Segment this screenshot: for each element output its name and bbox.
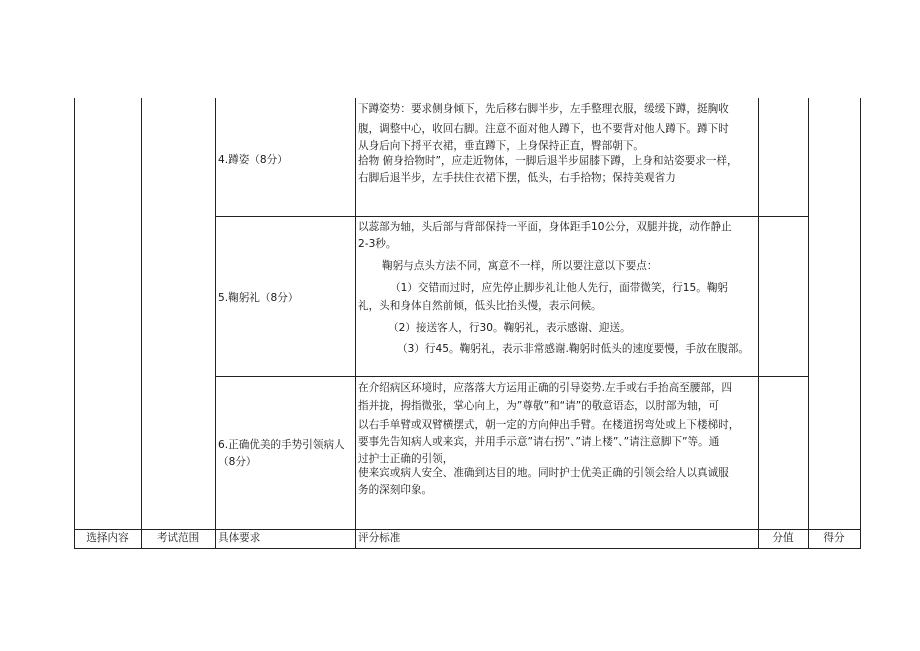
- criteria-line: （2）接送客人，行30。鞠躬礼，表示感谢、迎送。: [388, 322, 631, 334]
- criteria-line: 下蹲姿势：要求侧身倾下，先后移右脚半步，左手整理衣服，缓缓下蹲，挺胸收: [358, 103, 729, 115]
- grid-line: [215, 98, 216, 549]
- grid-line: [808, 98, 809, 549]
- criteria-line: 务的深刻印象。: [358, 484, 433, 496]
- criteria-line: 从身后向下捋平衣裙，垂直蹲下，上身保持正直，臀部朝下。: [358, 140, 645, 152]
- criteria-line: 2-3秒。: [358, 238, 397, 250]
- item-label-guide-score: （8分）: [218, 456, 257, 468]
- criteria-line: 以蕊部为轴，头后部与背部保持一平面，身体距手10公分，双腿并拢，动作静止: [358, 221, 732, 233]
- criteria-line: 拾物 俯身拾物时”，应走近物体，一脚后退半步屈膝下蹲，上身和站姿要求一样，: [358, 155, 738, 167]
- criteria-line: 指并拢，拇指微张，掌心向上，为”尊敬”和“请”的敬意语态，以肘部为轴，可: [358, 400, 719, 412]
- header-select-content: 选择内容: [86, 532, 129, 544]
- criteria-line: 要事先告知病人或来宾，并用手示意”请右拐”、”请上楼”、”请注意脚下”等。通: [358, 436, 720, 448]
- item-label-squat: 4.蹲姿（8分）: [218, 154, 288, 166]
- header-score: 得分: [823, 532, 845, 544]
- criteria-line: 在介绍病区环境时，应落落大方运用正确的引导姿势.左手或右手抬高至腰部，四: [358, 382, 733, 394]
- criteria-line: 使来宾或病人安全、准确到达目的地。同时护士优美正确的引领会给人以真诚服: [358, 467, 729, 479]
- header-points: 分值: [772, 532, 794, 544]
- header-requirements: 具体要求: [218, 532, 261, 544]
- criteria-line: 过护士正确的引领，: [358, 453, 454, 465]
- criteria-line: 腹，调整中心，收回右脚。注意不面对他人蹲下，也不要背对他人蹲下。蹲下时: [358, 123, 729, 135]
- header-exam-scope: 考试范围: [156, 532, 200, 544]
- criteria-line: （3）行45。鞠躬礼，表示非常感谢.鞠躬时低头的速度要慢，手放在腹部。: [397, 343, 749, 355]
- criteria-line: 以右手单臂或双臂横摆式，朝一定的方向伸出手臂。在楼道拐弯处或上下楼梯时，: [358, 419, 740, 431]
- grid-line: [860, 98, 861, 549]
- header-scoring-criteria: 评分标准: [358, 532, 401, 544]
- item-label-bow: 5.鞠躬礼（8分）: [218, 292, 299, 304]
- criteria-line: 右脚后退半步，左手扶住衣裙下摆，低头，右手拾物；保持美观省力: [358, 172, 676, 184]
- item-label-guide: 6.正确优美的手势引领病人: [218, 439, 345, 451]
- criteria-line: 礼，头和身体自然前倾，低头比抬头慢，表示问候。: [358, 300, 602, 312]
- grid-line: [74, 529, 861, 530]
- criteria-line: （1）交错而过时，应先停止脚步礼让他人先行，面带微笑，行15。鞠躬: [390, 282, 729, 294]
- grid-line: [141, 98, 142, 549]
- grid-line: [355, 98, 356, 549]
- criteria-line: 鞠躬与点头方法不同，寓意不一样，所以要注意以下要点：: [382, 260, 658, 272]
- grid-line: [74, 98, 75, 549]
- grid-line: [74, 548, 861, 549]
- grid-line: [758, 98, 759, 549]
- grid-line: [215, 376, 808, 377]
